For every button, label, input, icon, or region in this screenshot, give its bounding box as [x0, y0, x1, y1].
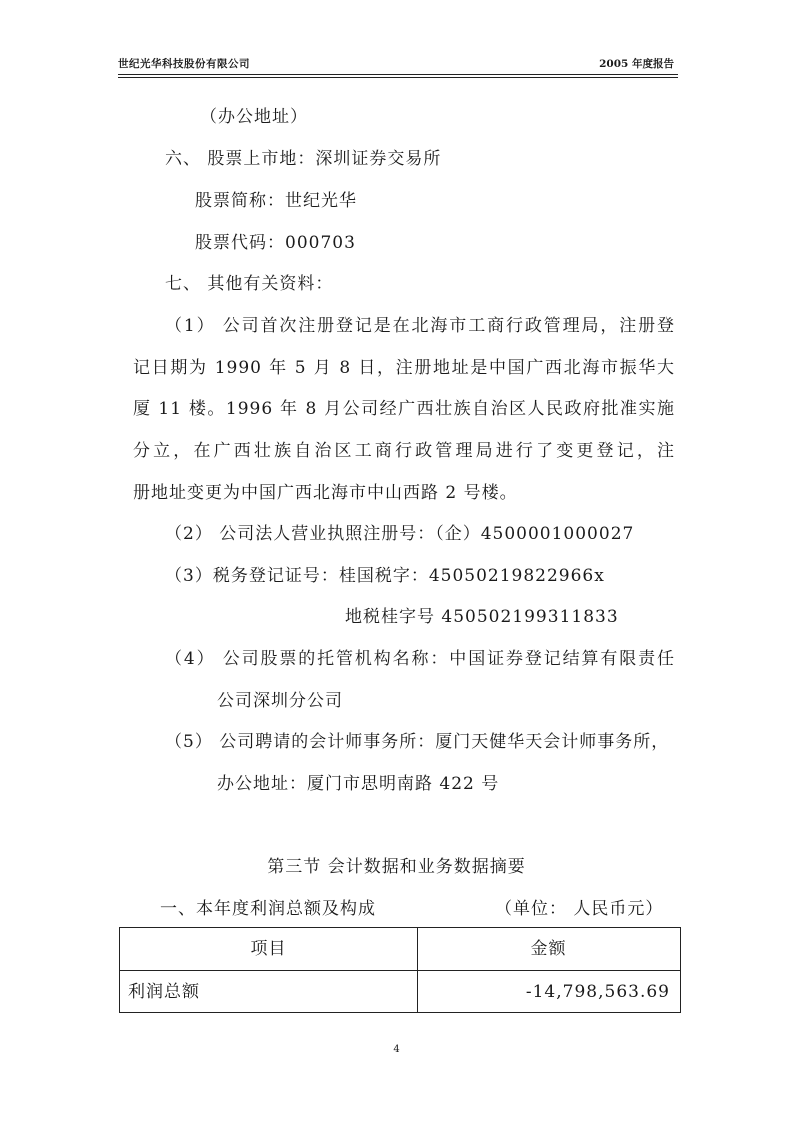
item5-line2: 办公地址：厦门市思明南路 422 号: [217, 774, 500, 794]
stock-short-name: 股票简称：世纪光华: [195, 191, 357, 211]
item1-line1: （1） 公司首次注册登记是在北海市工商行政管理局，注册登: [165, 316, 675, 336]
item1-line5: 册地址变更为中国广西北海市中山西路 2 号楼。: [133, 483, 518, 503]
header-rule-thick: [118, 74, 678, 75]
header-report-title: 2005 年度报告: [599, 58, 674, 70]
section7-title: 七、 其他有关资料：: [165, 274, 334, 294]
item1-line2: 记日期为 1990 年 5 月 8 日，注册地址是中国广西北海市振华大: [133, 358, 675, 378]
table-row-divider: [120, 970, 680, 971]
table-row-amount: -14,798,563.69: [525, 982, 670, 1002]
item4-line2: 公司深圳分公司: [217, 691, 343, 711]
section3-subtitle: 一、本年度利润总额及构成: [160, 899, 376, 919]
profit-table: [119, 927, 681, 1013]
item5-line1: （5） 公司聘请的会计师事务所：厦门天健华天会计师事务所，: [165, 732, 670, 752]
item3-line1: （3）税务登记证号：桂国税字：45050219822966x: [165, 566, 605, 586]
unit-label: （单位： 人民币元）: [495, 899, 664, 919]
item3-line2: 地税桂字号 450502199311833: [345, 607, 619, 627]
section3-title: 第三节 会计数据和业务数据摘要: [267, 857, 526, 877]
office-address-note: （办公地址）: [200, 107, 308, 127]
section6-title: 六、 股票上市地：深圳证券交易所: [165, 149, 442, 169]
item2: （2） 公司法人营业执照注册号：（企）4500001000027: [165, 524, 635, 544]
page-number: 4: [393, 1044, 400, 1055]
table-row-item: 利润总额: [128, 982, 200, 1002]
header-company-name: 世纪光华科技股份有限公司: [118, 58, 250, 70]
table-header-amount: 金额: [530, 939, 567, 959]
header-rule-thin: [118, 77, 678, 78]
item1-line4: 分立，在广西壮族自治区工商行政管理局进行了变更登记，注: [133, 441, 675, 461]
item4-line1: （4） 公司股票的托管机构名称：中国证券登记结算有限责任: [165, 649, 675, 669]
stock-code: 股票代码：000703: [195, 233, 356, 253]
table-header-item: 项目: [250, 939, 287, 959]
page-header: [118, 56, 678, 72]
item1-line3: 厦 11 楼。1996 年 8 月公司经广西壮族自治区人民政府批准实施: [133, 399, 675, 419]
